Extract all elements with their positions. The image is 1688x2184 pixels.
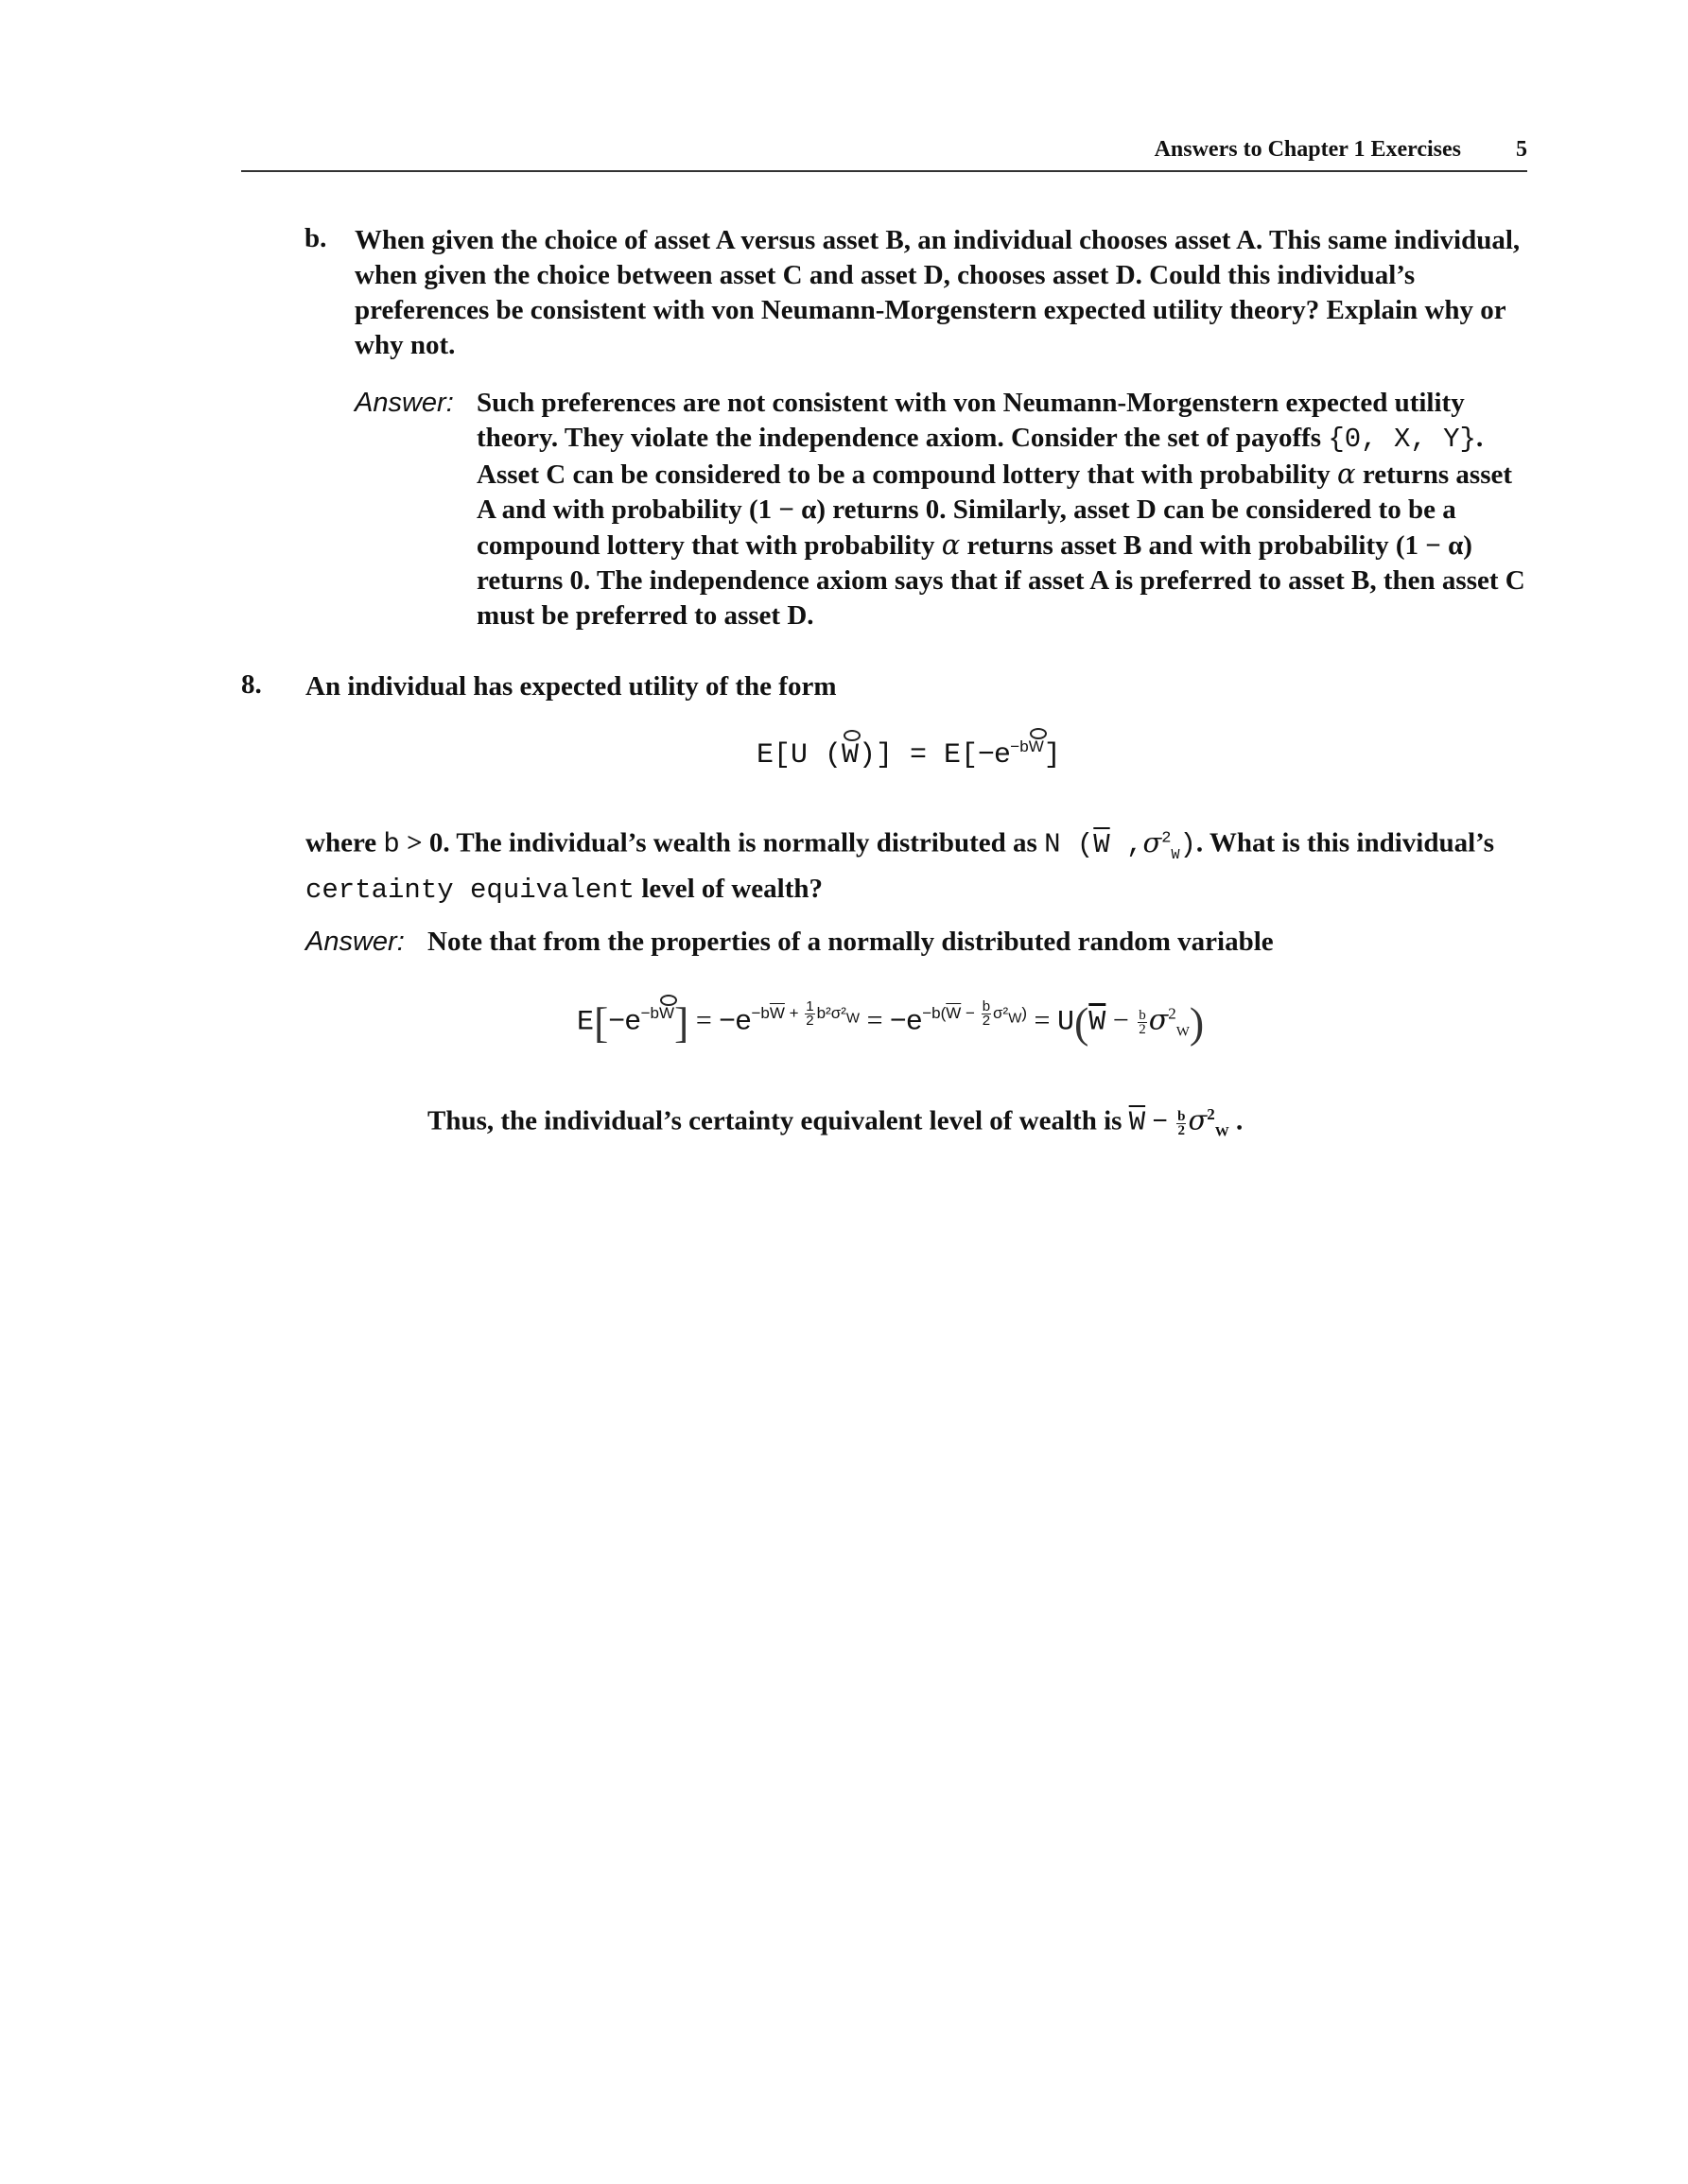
payoff-set: {0, X, Y} <box>1328 424 1476 455</box>
one-minus-alpha: (1 − α) <box>1395 530 1472 561</box>
zero-value: 0 <box>569 565 584 596</box>
answer-b-part-8: . The independence axiom says that if asset A is preferred to asset B, then asset C must be preferred to asset D. <box>477 565 1525 631</box>
answer-b-part-6: returns asset B and with probability <box>960 530 1396 561</box>
answer-b-part-4: returns <box>825 494 926 525</box>
page-number: 5 <box>1516 137 1527 162</box>
answer-b-part-2: . Asset C can be considered to be a compound lottery that with probability <box>477 423 1484 490</box>
answer-8-text: Note that from the properties of a normally distributed random variable <box>427 927 1274 957</box>
question-8-text: An individual has expected utility of the form <box>305 671 837 702</box>
ce-term: certainty equivalent <box>305 875 635 907</box>
item-b-label: b. <box>305 223 327 253</box>
answer-b-part-1: Such preferences are not consistent with von Neumann-Morgenstern expected utility theory. They violate the independence axiom. Consider the set of payoffs <box>477 388 1465 453</box>
answer-b-part-3: returns asset A and with probability <box>477 459 1513 525</box>
alpha-symbol: α <box>941 529 961 561</box>
question-8-where: where b > 0. The individual’s wealth is normally distributed as N ($\overline{W}$ $,\sigma^2_W$). What is this individual’s certainty equivalent level of wealth? <box>305 825 1495 907</box>
answer-b-part-7: returns <box>477 565 570 596</box>
question-8-number: 8. <box>241 669 262 700</box>
certainty-equivalent-derivation: $E[-e^{-bW}] = -e^{-b\overline{W} + \frac{1}{2} b^2\sigma^2_W} = -e^{-b(\overline{W} - \frac{b}{2} \sigma^2_W)} = U(\overline{W}$ − $\frac{b}{2}$ $\sigma^2_W$) <box>577 998 1205 1047</box>
normal-params: ($\overline{W}$ $,\sigma^2_W$) <box>1060 825 1196 863</box>
item-b-question: When given the choice of asset A versus asset B, an individual chooses asset A. This same individual, when given the choice between asset C and asset D, chooses asset D. Could this individual’s preferences be consistent with von Neumann-Morgenstern expected utility theory? Explain why or why not. <box>355 225 1521 360</box>
answer-b-label: Answer: <box>355 388 454 418</box>
page-header <box>241 132 1527 172</box>
one-minus-alpha: (1 − α) <box>748 494 826 525</box>
answer-8-conclusion: Thus, the individual’s certainty equivalent level of wealth is $\overline{W}$ − $\frac{b}{2}$ $\sigma^2_W$ . <box>427 1103 1244 1140</box>
answer-b-part-5: . Similarly, asset D can be considered to be a compound lottery that with probability <box>477 494 1456 561</box>
answer-b-text <box>477 386 1526 633</box>
expected-utility-equation: E[U $(W)] = E[-e^{-bW}]$ <box>757 737 1061 771</box>
alpha-symbol: α <box>1337 458 1356 490</box>
zero-value: 0 <box>925 494 940 525</box>
running-title: Answers to Chapter 1 Exercises <box>1154 137 1461 162</box>
b-variable: b <box>383 828 400 860</box>
answer-8-label: Answer: <box>305 927 405 957</box>
normal-symbol: N <box>1044 828 1061 860</box>
